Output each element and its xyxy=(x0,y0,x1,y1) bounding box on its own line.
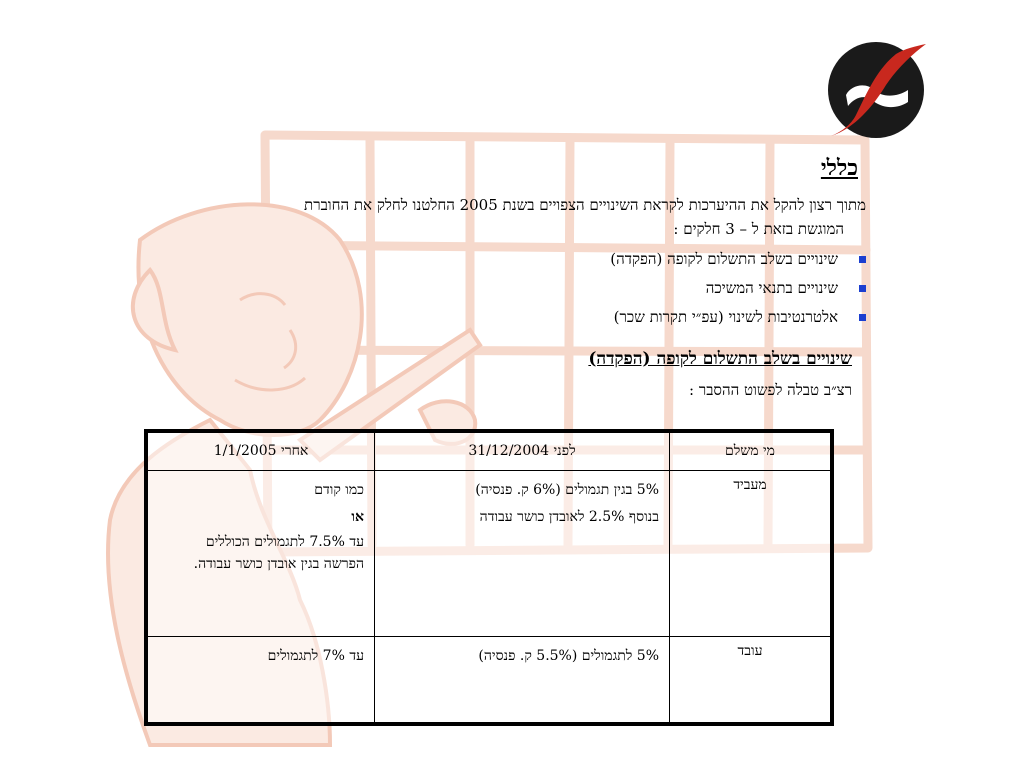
cell-employer-after xyxy=(148,471,375,637)
header-payer: מי משלם xyxy=(670,433,831,471)
cell-text: בנוסף 2.5% לאובדן כושר עבודה xyxy=(479,509,659,525)
bullet-text: אלטרנטיבות לשינוי (עפ״י תקרות שכר) xyxy=(613,308,838,326)
intro-line-1: מתוך רצון להקל את ההיערכות לקראת השינויים הצפויים בשנת 2005 החלטנו לחלק את החוברת xyxy=(304,196,866,214)
square-bullet-icon xyxy=(859,256,866,263)
intro-paragraph xyxy=(166,193,866,241)
section-title-deposit-changes: שינויים בשלב התשלום לקופה (הפקדה) xyxy=(588,349,852,369)
company-logo-icon xyxy=(826,40,930,140)
parts-bullet-list xyxy=(366,245,866,332)
cell-employee-after xyxy=(148,637,375,723)
cell-text: 5% לתגמולים (5.5% ק. פנסיה) xyxy=(478,648,659,664)
square-bullet-icon xyxy=(859,285,866,292)
cell-employee-before xyxy=(375,637,670,723)
table-header-row xyxy=(148,433,831,471)
bullet-text: שינויים בתנאי המשיכה xyxy=(705,279,838,297)
cell-text-or: או xyxy=(351,509,364,525)
section-title-general: כללי xyxy=(820,155,858,181)
table-row xyxy=(148,471,831,637)
intro-line-2: המוגשת בזאת ל – 3 חלקים : xyxy=(673,220,844,238)
cell-text: 5% בגין תגמולים (6% ק. פנסיה) xyxy=(475,482,659,498)
bullet-item xyxy=(366,245,866,274)
attached-table-note: רצ״ב טבלה לפשוט ההסבר : xyxy=(689,381,852,399)
table-row xyxy=(148,637,831,723)
contributions-table-frame xyxy=(144,429,834,726)
cell-text: עד 7.5% לתגמולים הכוללים xyxy=(205,534,364,550)
cell-text: הפרשה בגין אובדן כושר עבודה. xyxy=(193,556,364,572)
header-before: לפני 31/12/2004 xyxy=(375,433,670,471)
bullet-item xyxy=(366,303,866,332)
square-bullet-icon xyxy=(859,314,866,321)
bullet-item xyxy=(366,274,866,303)
cell-payer-employee: עובד xyxy=(670,637,831,723)
cell-text: כמו קודם xyxy=(314,482,364,498)
bullet-text: שינויים בשלב התשלום לקופה (הפקדה) xyxy=(610,250,838,268)
contributions-table xyxy=(147,432,831,723)
header-after: אחרי 1/1/2005 xyxy=(148,433,375,471)
cell-employer-before xyxy=(375,471,670,637)
cell-payer-employer: מעביד xyxy=(670,471,831,637)
cell-text: עד 7% לתגמולים xyxy=(267,648,364,664)
